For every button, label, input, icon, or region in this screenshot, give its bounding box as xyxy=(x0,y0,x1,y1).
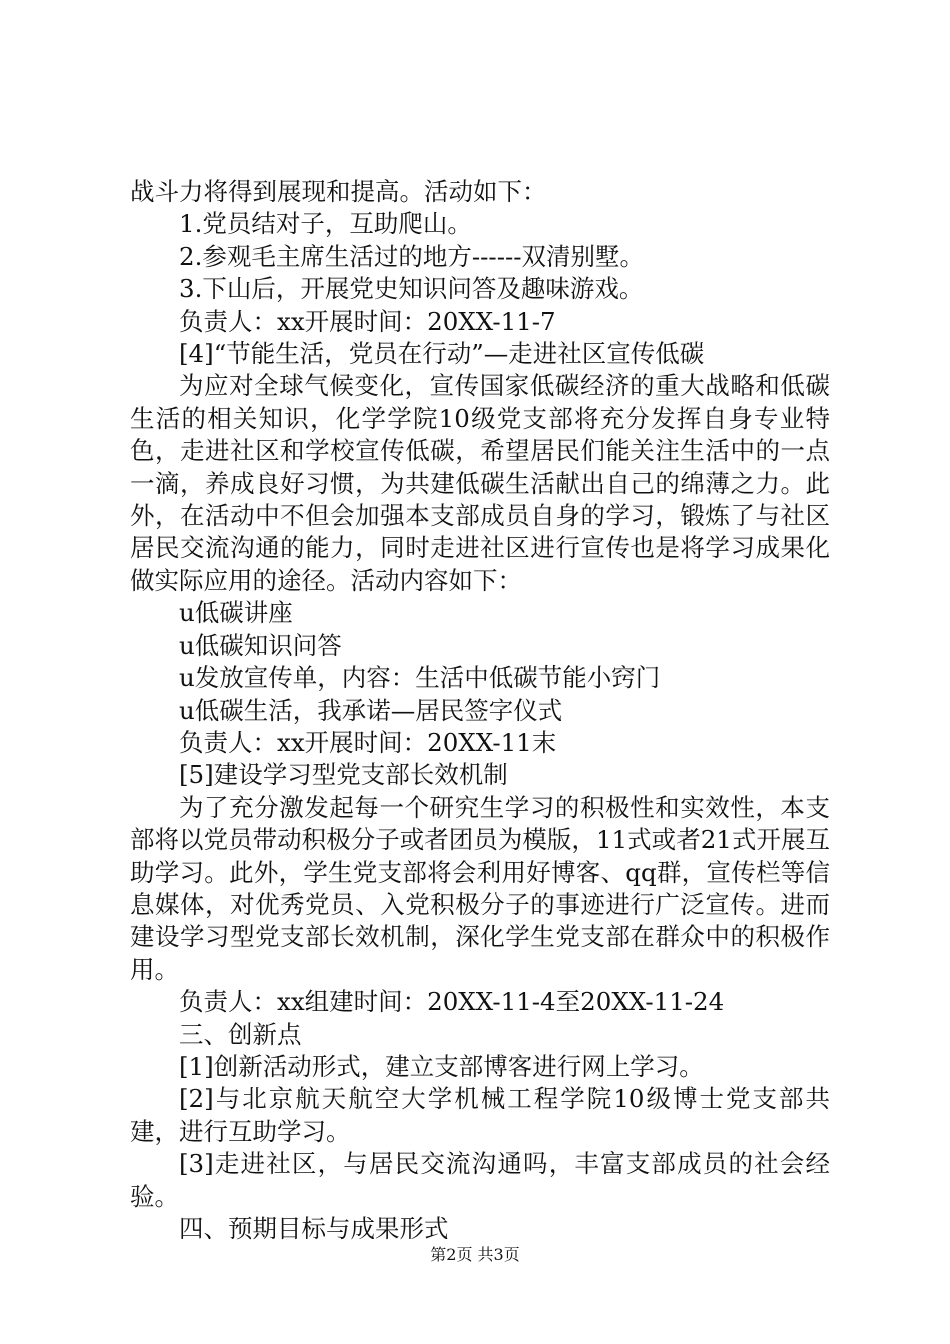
paragraph: [4]“节能生活，党员在行动”—走进社区宣传低碳 xyxy=(179,339,705,369)
paragraph: [3]走进社区，与居民交流沟通吗，丰富支部成员的社会经验。 xyxy=(130,1149,830,1211)
paragraph: 四、预期目标与成果形式 xyxy=(179,1214,449,1243)
paragraph: u低碳生活，我承诺—居民签字仪式 xyxy=(179,695,563,725)
paragraph: 为应对全球气候变化，宣传国家低碳经济的重大战略和低碳生活的相关知识，化学学院10级党支部将充分发挥自身专业特色，走进社区和学校宣传低碳，希望居民们能关注生活中的一点一滴，养成良好习惯，为共建低碳生活献出自己的绵薄之力。此外，在活动中不但会加强本支部成员自身的学习，锻炼了与社区居民交流沟通的能力，同时走进社区进行宣传也是将学习成果化做实际应用的途径。活动内容如下： xyxy=(130,371,830,595)
paragraph: 三、创新点 xyxy=(179,1019,302,1049)
paragraph: 3.下山后，开展党史知识问答及趣味游戏。 xyxy=(179,274,644,304)
paragraph: [2]与北京航天航空大学机械工程学院10级博士党支部共建，进行互助学习。 xyxy=(130,1084,830,1146)
paragraph: [5]建设学习型党支部长效机制 xyxy=(179,760,508,790)
paragraph: 为了充分激发起每一个研究生学习的积极性和实效性，本支部将以党员带动积极分子或者团员为模版，11式或者21式开展互助学习。此外，学生党支部将会利用好博客、qq群，宣传栏等信息媒体，对优秀党员、入党积极分子的事迹进行广泛宣传。进而建设学习型党支部长效机制，深化学生党支部在群众中的积极作用。 xyxy=(130,792,830,984)
paragraph: 负责人：xx组建时间：20XX-11-4至20XX-11-24 xyxy=(179,987,725,1017)
page-footer: 第2页 共3页 xyxy=(430,1245,520,1264)
paragraph: 1.党员结对子，互助爬山。 xyxy=(179,209,472,239)
paragraph: 战斗力将得到展现和提高。活动如下： xyxy=(130,177,547,206)
paragraph: 2.参观毛主席生活过的地方------双清别墅。 xyxy=(179,241,645,271)
paragraph: [1]创新活动形式，建立支部博客进行网上学习。 xyxy=(179,1051,704,1081)
paragraph: 负责人：xx开展时间：20XX-11末 xyxy=(179,727,557,757)
paragraph: u发放宣传单，内容：生活中低碳节能小窍门 xyxy=(179,663,661,693)
paragraph: 负责人：xx开展时间：20XX-11-7 xyxy=(179,306,556,336)
body-text xyxy=(130,176,830,1245)
paragraph: u低碳讲座 xyxy=(179,598,293,628)
paragraph: u低碳知识问答 xyxy=(179,630,342,660)
